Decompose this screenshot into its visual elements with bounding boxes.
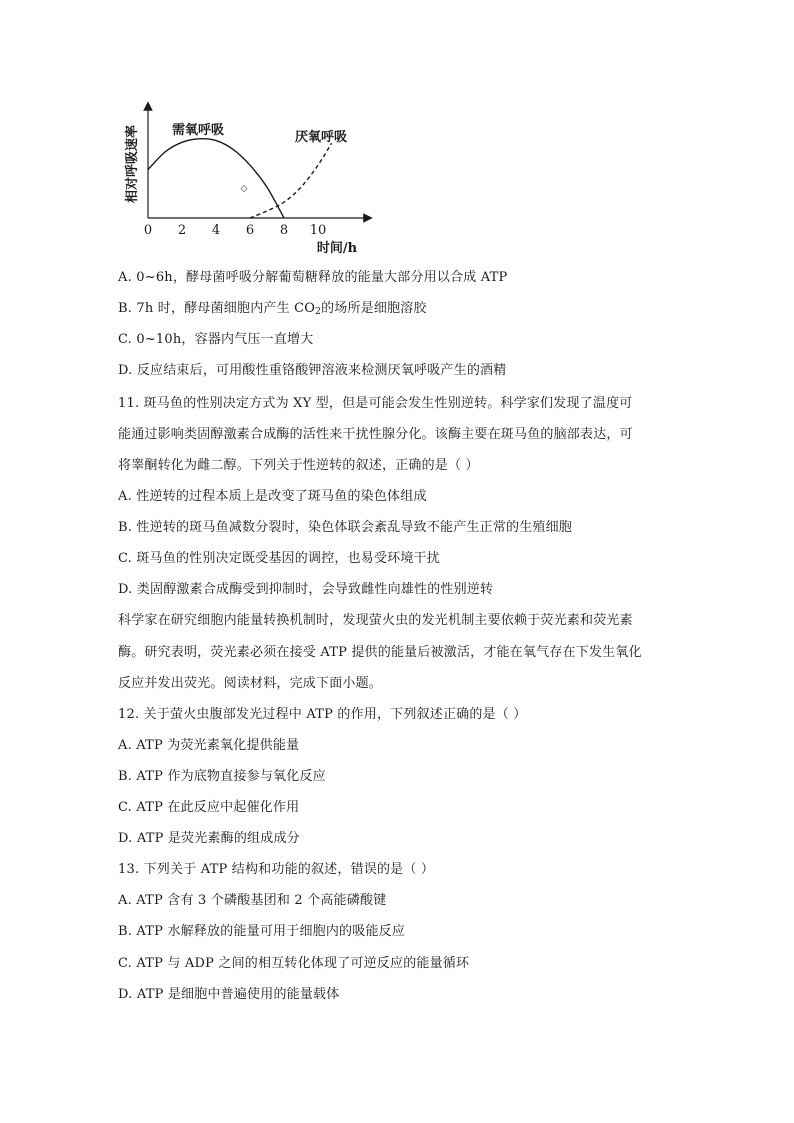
q13-option-b: B. ATP 水解释放的能量可用于细胞内的吸能反应: [118, 924, 406, 939]
x-tick-label: 0: [143, 223, 153, 238]
x-tick-label: 6: [245, 223, 255, 238]
q10-option-b-tail: 的场所是细胞溶胶: [321, 301, 427, 316]
q13-option-a: A. ATP 含有 3 个磷酸基团和 2 个高能磷酸键: [118, 893, 387, 908]
q13-option-c: C. ATP 与 ADP 之间的相互转化体现了可逆反应的能量循环: [118, 956, 470, 971]
x-tick-label: 10: [309, 223, 327, 238]
center-marker: ◇: [240, 184, 248, 194]
co2-subscript: 2: [315, 307, 322, 317]
q11-stem-line-3: 将睾酮转化为雌二醇。下列关于性逆转的叙述，正确的是（ ）: [118, 458, 479, 473]
q12-option-d: D. ATP 是荧光素酶的组成成分: [118, 831, 300, 846]
q11-stem-line-1: 11. 斑马鱼的性别决定方式为 XY 型，但是可能会发生性别逆转。科学家们发现了温度可: [118, 396, 633, 411]
x-tick-label: 4: [211, 223, 221, 238]
q11-option-b: B. 性逆转的斑马鱼减数分裂时，染色体联会紊乱导致不能产生正常的生殖细胞: [118, 520, 573, 535]
q11-option-a: A. 性逆转的过程本质上是改变了斑马鱼的染色体组成: [118, 489, 427, 504]
q10-option-a: A. 0~6h，酵母菌呼吸分解葡萄糖释放的能量大部分用以合成 ATP: [118, 270, 508, 285]
respiration-rate-chart: [110, 100, 370, 260]
q10-option-b-text: B. 7h 时，酵母菌细胞内产生 CO: [118, 301, 316, 316]
q10-option-d: D. 反应结束后，可用酸性重铬酸钾溶液来检测厌氧呼吸产生的酒精: [118, 363, 507, 378]
x-tick-label: 2: [177, 223, 187, 238]
anaerobic-label: 厌氧呼吸: [295, 130, 348, 145]
x-tick-label: 8: [279, 223, 289, 238]
x-tick-labels: [144, 223, 326, 238]
q10-option-c: C. 0~10h，容器内气压一直增大: [118, 332, 314, 347]
q11-option-d: D. 类固醇激素合成酶受到抑制时，会导致雌性向雄性的性别逆转: [118, 582, 494, 597]
q11-option-c: C. 斑马鱼的性别决定既受基因的调控，也易受环境干扰: [118, 551, 440, 566]
q12-option-c: C. ATP 在此反应中起催化作用: [118, 800, 300, 815]
q13-option-d: D. ATP 是细胞中普遍使用的能量载体: [118, 987, 340, 1002]
q13-stem: 13. 下列关于 ATP 结构和功能的叙述，错误的是（ ）: [118, 862, 435, 877]
q10-option-b: [118, 300, 427, 318]
material-line-2: 酶。研究表明，荧光素必须在接受 ATP 提供的能量后被激活，才能在氧气存在下发生氧化: [118, 645, 642, 660]
q11-stem-line-2: 能通过影响类固醇激素合成酶的活性来干扰性腺分化。该酶主要在斑马鱼的脑部表达，可: [118, 427, 633, 442]
material-line-3: 反应并发出荧光。阅读材料，完成下面小题。: [118, 676, 383, 691]
q12-option-b: B. ATP 作为底物直接参与氧化反应: [118, 769, 326, 784]
aerobic-label: 需氧呼吸: [172, 123, 225, 138]
material-line-1: 科学家在研究细胞内能量转换机制时，发现萤火虫的发光机制主要依赖于荧光素和荧光素: [118, 613, 633, 628]
y-axis-label: 相对呼吸速率: [125, 124, 140, 204]
q12-option-a: A. ATP 为荧光素氧化提供能量: [118, 738, 300, 753]
q12-stem: 12. 关于萤火虫腹部发光过程中 ATP 的作用，下列叙述正确的是（ ）: [118, 707, 527, 722]
chart-svg: [110, 100, 370, 260]
x-axis-label: 时间/h: [316, 241, 358, 256]
aerobic-respiration-curve: [148, 139, 284, 218]
